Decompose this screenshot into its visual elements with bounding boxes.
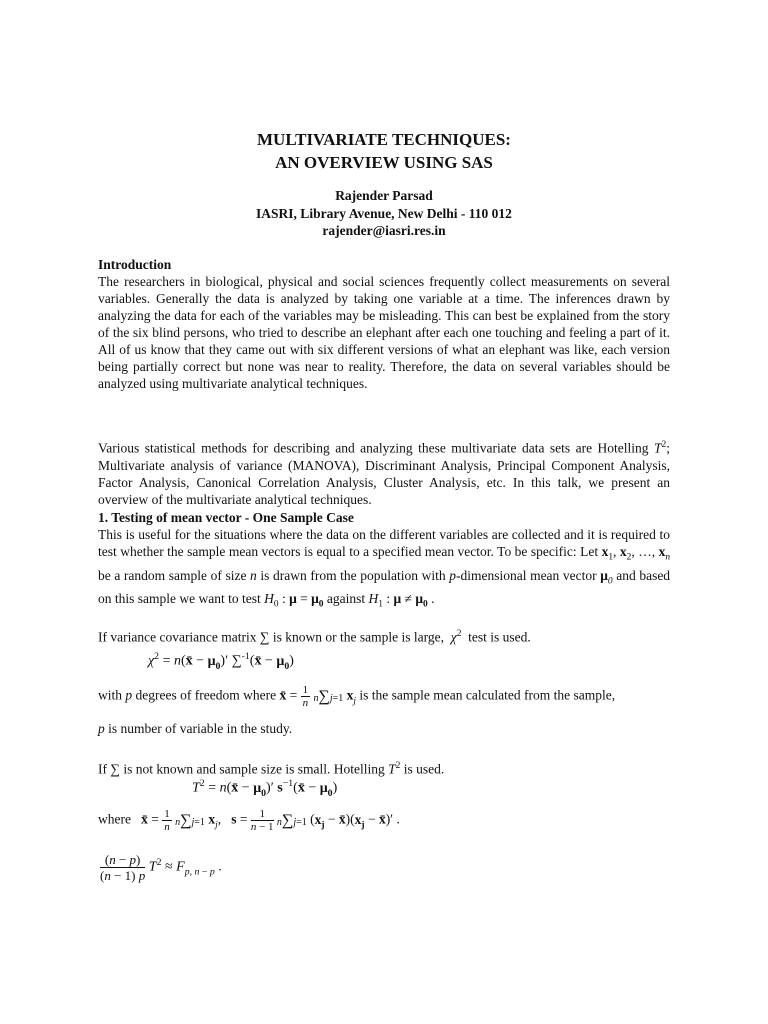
section-1-text-d: -dimensional mean vector xyxy=(455,567,597,583)
section-1-text: This is useful for the situations where the data on the different variables are collected and it is required to test whether the sample mean vectors is equal to a specified mean vector. To be specific: Let $x_1$, $x_2$, …, $x_n$ be a random sample of size n is drawn from the population with p-dimensional mean vector $\mu_0$ and based on this sample we want to test $H_0$ : $\mu = \mu_0$ against $H_1$ : $\mu \ne \mu_0$ . xyxy=(98,527,671,611)
sum-symbol-3: n∑j=1 xyxy=(276,811,307,829)
intro-paragraph-2: Various statistical methods for describing and analyzing these multivariate data sets are Hotelling $T^2$; Multivariate analysis of variance (MANOVA), Discriminant Analysis, Principal Component Analysis, Factor Analysis, Canonical Correlation Analysis, Cluster Analysis, etc. In this talk, we present an overview of the multivariate analytical techniques. xyxy=(98,440,670,507)
degrees-of-freedom-line: with p degrees of freedom where x̄ = $\frac{1}{n}$ n∑j=1 $x_j$ is the sample mean calculated from the sample, xyxy=(98,684,616,709)
unknown-variance-line: If ∑ is not known and sample size is small. Hotelling $T^2$ is used. xyxy=(98,761,445,777)
section-1-text-c: is drawn from the population with xyxy=(260,567,446,583)
section-1-heading: 1. Testing of mean vector - One Sample Case xyxy=(98,510,354,525)
p-description-text: is number of variable in the study. xyxy=(108,721,293,736)
chi-square-equation: $\chi^2$ = n(x̄ − $\mu_0)'$ ∑$^{-1}$(x̄ − $\mu_0$) xyxy=(148,651,294,672)
df-text-2: degrees of freedom where xyxy=(135,687,277,703)
f-fraction: $\frac{(n - p)}{(n - 1) p}$ xyxy=(100,852,146,883)
intro-paragraph-1: The researchers in biological, physical and social sciences frequently collect measurements on several variables. Generally the data is analyzed by taking one variable at a time. The inferences drawn by analyzing the data for each of the variables may be misleading. This can best be explained from the story of the six blind persons, who tried to describe an elephant after each one touching and feeling a part of it. All of us know that they came out with six different versions of what an elephant was like, each version being partially correct but none was near to reality. Therefore, the data on several variables should be analyzed using multivariate analytical techniques. xyxy=(98,274,670,391)
section-1 xyxy=(98,509,670,614)
author-email: rajender@iasri.res.in xyxy=(322,223,446,238)
unknown-variance-tail: is used. xyxy=(403,761,445,777)
sum-symbol: n∑j=1 xyxy=(313,687,344,705)
paper-title xyxy=(0,128,768,174)
where-line: where x̄ = $\frac{1}{n}$ n∑j=1 $x_j$, s = $\frac{1}{n - 1}$ n∑j=1 ($x_j$ − $x̄)(x_j$ − x̄)′ . xyxy=(98,808,400,833)
section-1-text-f: against xyxy=(326,591,366,607)
intro-heading: Introduction xyxy=(98,257,172,272)
section-1-text-e: and based on this sample we want to test xyxy=(98,567,671,607)
author-block xyxy=(0,187,768,240)
mean-fraction: $\frac{1}{n}$ xyxy=(302,684,309,709)
mean-fraction-2: $\frac{1}{n}$ xyxy=(164,808,170,833)
p-description-line: p is number of variable in the study. xyxy=(98,721,293,736)
df-text-3: is the sample mean calculated from the sample, xyxy=(359,687,616,703)
known-variance-line: If variance covariance matrix ∑ is known or the sample is large, $\chi^2$ test is used. xyxy=(98,629,531,645)
unknown-variance-text: If ∑ is not known and sample size is small. Hotelling xyxy=(98,761,385,777)
df-text-1: with xyxy=(98,687,123,703)
section-1-text-a: This is useful for the situations where the data on the different variables are collected and it is required to test whether the sample mean vectors is equal to a specified mean vector. To be specific: Let xyxy=(98,527,670,559)
author-affiliation: IASRI, Library Avenue, New Delhi - 110 012 xyxy=(256,205,512,221)
intro-paragraph-2-part-b: ; Multivariate analysis of variance (MANOVA), Discriminant Analysis, Principal Component Analysis, Factor Analysis, Canonical Correlation Analysis, Cluster Analysis, etc. In this talk, we present an overview of the multivariate analytical techniques. xyxy=(98,440,670,507)
author-name: Rajender Parsad xyxy=(335,188,433,203)
sum-symbol-2: n∑j=1 xyxy=(175,811,205,829)
known-variance-text: If variance covariance matrix ∑ is known or the sample is large, xyxy=(98,629,444,645)
hotelling-equation: $T^2$ = n(x̄ − $\mu_0)'$ $s^{-1}(x̄ - \mu_0)$ xyxy=(192,778,338,799)
intro-paragraph-2-part-a: Various statistical methods for describing and analyzing these multivariate data sets are Hotelling xyxy=(98,440,654,456)
cov-fraction: $\frac{1}{n - 1}$ xyxy=(250,808,274,833)
where-text: where xyxy=(98,811,131,827)
title-line-2: AN OVERVIEW USING SAS xyxy=(275,153,493,172)
title-line-1: MULTIVARIATE TECHNIQUES: xyxy=(257,130,511,149)
introduction-section xyxy=(98,256,670,392)
section-1-text-b: be a random sample of size xyxy=(98,567,247,583)
f-approximation-equation: $\frac{(n - p)}{(n - 1) p}$ $T^2 \approx F_{p, n - p}$ . xyxy=(100,852,222,883)
known-variance-tail: test is used. xyxy=(468,629,531,645)
